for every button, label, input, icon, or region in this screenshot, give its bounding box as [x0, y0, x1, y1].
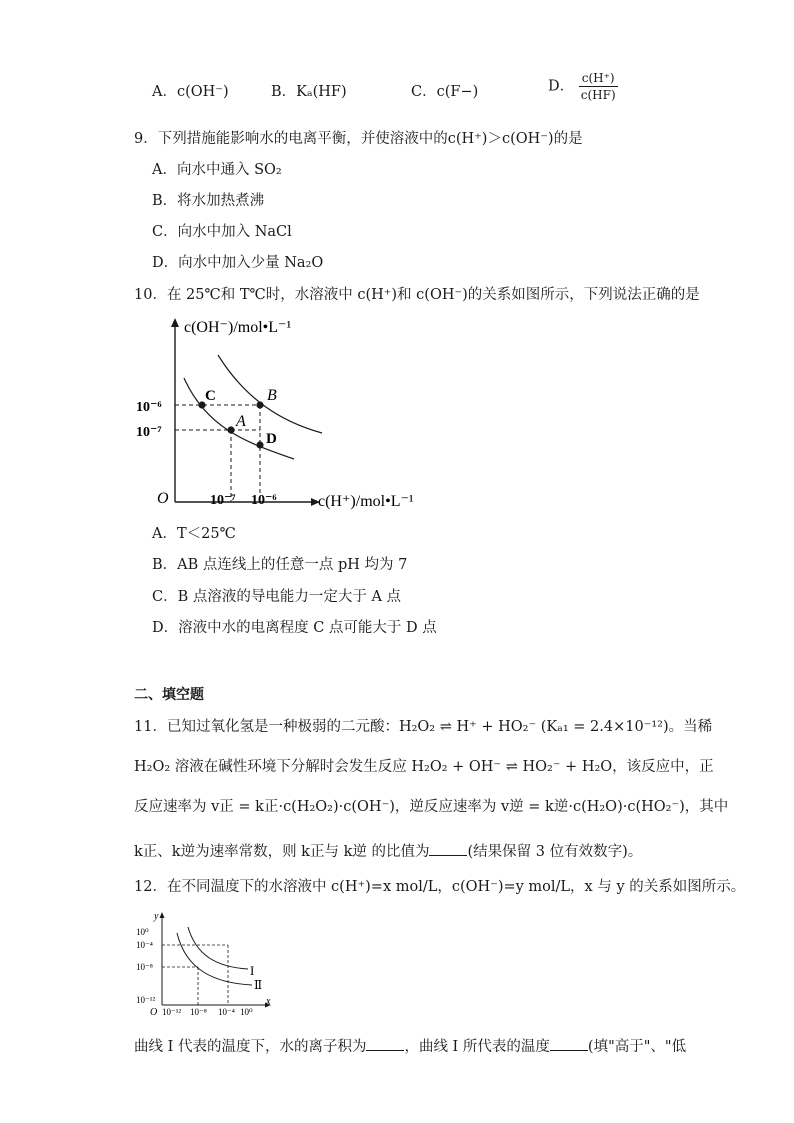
- q12-bottom-line: [134, 1038, 686, 1055]
- q12-xtick-0: 10⁰: [240, 1007, 253, 1017]
- q12-curve-II: [177, 933, 255, 985]
- q10-xtick-6: 10⁻⁶: [251, 493, 277, 508]
- q12-origin: O: [150, 1007, 158, 1017]
- q12-y-axis-arrow: [160, 912, 165, 918]
- q10-label-c: C: [205, 388, 216, 404]
- q12-xtick-4: 10⁻⁴: [218, 1007, 235, 1017]
- q12-ytick-0: 10⁰: [136, 927, 149, 937]
- q9-stem: 9．下列措施能影响水的电离平衡，并使溶液中的c(H⁺)＞c(OH⁻)的是: [134, 131, 583, 147]
- q12-figure: [132, 905, 282, 1017]
- q12-label-II: Ⅱ: [254, 978, 263, 992]
- q8-option-d-fraction: [579, 72, 618, 101]
- q8-option-b: [271, 85, 347, 100]
- q9-option-b: B．将水加热煮沸: [152, 193, 265, 209]
- q8-option-b-label: B．: [271, 84, 297, 100]
- q11-line4-text-b: (结果保留 3 位有效数字)。: [467, 844, 643, 860]
- q12-label-I: I: [250, 963, 255, 978]
- q11-line4-text-a: k正、k逆为速率常数，则 k正与 k逆 的比值为: [134, 844, 430, 860]
- q10-label-d: D: [266, 431, 277, 447]
- q10-point-d: [256, 441, 263, 448]
- q8-option-a: [152, 85, 229, 100]
- q10-label-b: B: [267, 387, 277, 404]
- q10-stem: 10．在 25℃和 T℃时，水溶液中 c(H⁺)和 c(OH⁻)的关系如图所示，下列说法正确的是: [134, 287, 700, 303]
- q12-bottom-text-a: 曲线 I 代表的温度下，水的离子积为: [134, 1039, 367, 1055]
- q10-point-a: [227, 426, 234, 433]
- q11-line2: H₂O₂ 溶液在碱性环境下分解时会发生反应 H₂O₂ + OH⁻ ⇌ HO₂⁻ + H₂O，该反应中，正: [134, 759, 714, 775]
- q12-ylabel: y: [154, 911, 159, 922]
- q10-option-d: D．溶液中水的电离程度 C 点可能大于 D 点: [152, 620, 437, 636]
- q10-option-a: A．T＜25℃: [152, 526, 236, 542]
- q9-option-c: C．向水中加入 NaCl: [152, 224, 292, 240]
- q8-option-c: [411, 85, 478, 100]
- q10-y-axis-arrow: [171, 318, 179, 327]
- q8-option-d-denominator: c(HF): [580, 88, 616, 102]
- q12-xtick-8: 10⁻⁸: [190, 1007, 207, 1017]
- q10-ylabel: c(OH⁻)/mol•L⁻¹: [184, 319, 292, 336]
- q8-option-a-label: A．: [152, 84, 177, 100]
- q10-ytick-6: 10⁻⁶: [136, 400, 162, 415]
- q11-line1: 11．已知过氧化氢是一种极弱的二元酸：H₂O₂ ⇌ H⁺ + HO₂⁻ (Kₐ₁ = 2.4×10⁻¹²)。当稀: [134, 719, 713, 735]
- q9-option-d: D．向水中加入少量 Na₂O: [152, 255, 324, 271]
- q10-ytick-7: 10⁻⁷: [136, 425, 162, 440]
- q12-ytick-8: 10⁻⁸: [136, 962, 153, 972]
- q8-option-c-label: C．: [411, 84, 437, 100]
- q11-line3: 反应速率为 v正 = k正·c(H₂O₂)·c(OH⁻)，逆反应速率为 v逆 = k逆·c(H₂O)·c(HO₂⁻)，其中: [134, 799, 729, 815]
- q12-ytick-12: 10⁻¹²: [136, 995, 156, 1005]
- q12-ytick-4: 10⁻⁴: [136, 940, 153, 950]
- q9-option-a: A．向水中通入 SO₂: [152, 162, 282, 178]
- q8-option-b-text: Kₐ(HF): [296, 84, 347, 100]
- q8-option-c-text: c(F−): [436, 84, 479, 100]
- q10-xlabel: c(H⁺)/mol•L⁻¹: [318, 493, 414, 510]
- section-title: 二、填空题: [134, 687, 204, 703]
- q11-line4: [134, 843, 642, 860]
- q8-option-d-label: D．: [548, 78, 575, 95]
- q12-xtick-12: 10⁻¹²: [162, 1007, 182, 1017]
- q8-option-d-numerator: c(H⁺): [579, 72, 618, 87]
- q12-bottom-text-b: ，曲线 I 所代表的温度: [404, 1039, 550, 1055]
- q12-blank-2[interactable]: [550, 1038, 588, 1051]
- q12-bottom-text-c: (填"高于"、"低: [587, 1039, 687, 1055]
- q10-option-b: B．AB 点连线上的任意一点 pH 均为 7: [152, 557, 408, 573]
- q8-option-d: [548, 72, 618, 101]
- q11-answer-blank[interactable]: [429, 843, 467, 856]
- q10-option-c: C．B 点溶液的导电能力一定大于 A 点: [152, 589, 402, 605]
- q12-stem: 12．在不同温度下的水溶液中 c(H⁺)=x mol/L，c(OH⁻)=y mol/L，x 与 y 的关系如图所示。: [134, 879, 746, 895]
- q12-blank-1[interactable]: [366, 1038, 404, 1051]
- q8-option-a-text: c(OH⁻): [176, 84, 229, 100]
- q10-xtick-7: 10⁻⁷: [210, 493, 236, 508]
- q10-figure: [134, 312, 434, 512]
- q10-point-b: [256, 401, 263, 408]
- q10-label-a: A: [236, 413, 246, 430]
- q10-origin: O: [157, 490, 169, 507]
- q12-xlabel: x: [266, 996, 271, 1007]
- q12-curve-I: [188, 927, 248, 969]
